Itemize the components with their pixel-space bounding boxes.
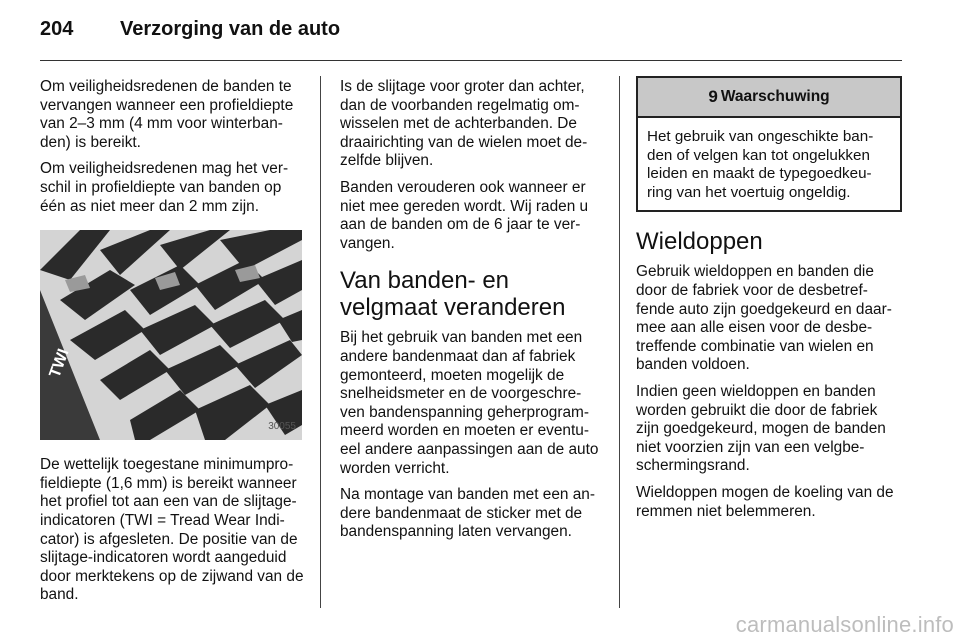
warning-text: Het gebruik van ongeschikte ban-den of velgen kan tot ongelukken leiden en maakt de typegoedkeu-ring van het voertuig ongeldig. [647,128,874,201]
column-divider-1 [320,76,321,608]
header-divider [40,60,902,61]
warning-title: Waarschuwing [720,87,830,105]
paragraph-tread-depth: Om veiligheidsredenen de banden te vervangen wanneer een profieldiepte van 2–3 mm (4 mm voor winterban-den) is bereikt. [40,78,294,151]
column-middle [340,78,606,550]
paragraph-other-tire-size: Bij het gebruik van banden met een andere bandenmaat dan af fabriek gemonteerd, moeten mogelijk de snelheidsmeter en de voorgeschre-ven bandenspanning geherprogram-meerd worden en moeten er eventu-eel andere aanpassingen aan de auto worden verricht. [340,329,599,477]
paragraph-rim-protection: Indien geen wieldoppen en banden worden gebruikt die door de fabriek zijn goedgekeurd, mogen de banden niet voorzien zijn van een velgbe-schermingsrand. [636,382,886,475]
section-heading-hubcaps: Wieldoppen [636,228,763,256]
paragraph-pressure-sticker: Na montage van banden met een an-dere bandenmaat de sticker met de bandenspanning laten vervangen. [340,486,595,541]
paragraph-tire-rotation: Is de slijtage voor groter dan achter, dan de voorbanden regelmatig om-wisselen met de achterbanden. De draairichting van de wielen moet de-zelfde blijven. [340,78,588,170]
paragraph-tread-wear-indicator: De wettelijk toegestane minimumpro-fieldiepte (1,6 mm) is bereikt wanneer het profiel tot aan een van de slijtage-indicatoren (TWI = Tread Wear Indi-cator) is afgesleten. De positie van de slijtage-indicatoren wordt aangeduid door merktekens op de zijwand van de band. [40,456,304,604]
twi-marker-label: TWI [46,346,73,380]
paragraph-approved-hubcaps: Gebruik wieldoppen en banden die door de fabriek voor de desbetref-fende auto zijn goedgekeurd en daar-mee aan alle eisen voor de desbe-treffende combinatie van wielen en banden voldoen. [636,263,892,374]
column-divider-2 [619,76,620,608]
page-title: Verzorging van de auto [120,18,341,40]
page-header [40,18,340,50]
warning-triangle-icon: 9 [708,86,718,106]
figure-code: 30055 [268,420,296,432]
section-heading-tire-size: Van banden- en velgmaat veranderen [340,267,566,322]
tire-tread-figure [40,230,302,440]
warning-box [636,76,902,212]
column-left [40,78,306,613]
paragraph-tire-aging: Banden verouderen ook wanneer er niet mee gereden wordt. Wij raden u aan de banden om de 6 jaar te ver-vangen. [340,178,589,252]
watermark: carmanualsonline.info [735,612,954,637]
warning-header [638,78,900,118]
paragraph-depth-difference: Om veiligheidsredenen mag het ver-schil in profieldiepte van banden op één as niet meer dan 2 mm zijn. [40,160,289,215]
tire-tread-illustration [40,230,302,440]
paragraph-brake-cooling: Wieldoppen mogen de koeling van de remmen niet belemmeren. [636,483,894,520]
column-right [636,76,902,529]
page-number: 204 [40,18,74,40]
